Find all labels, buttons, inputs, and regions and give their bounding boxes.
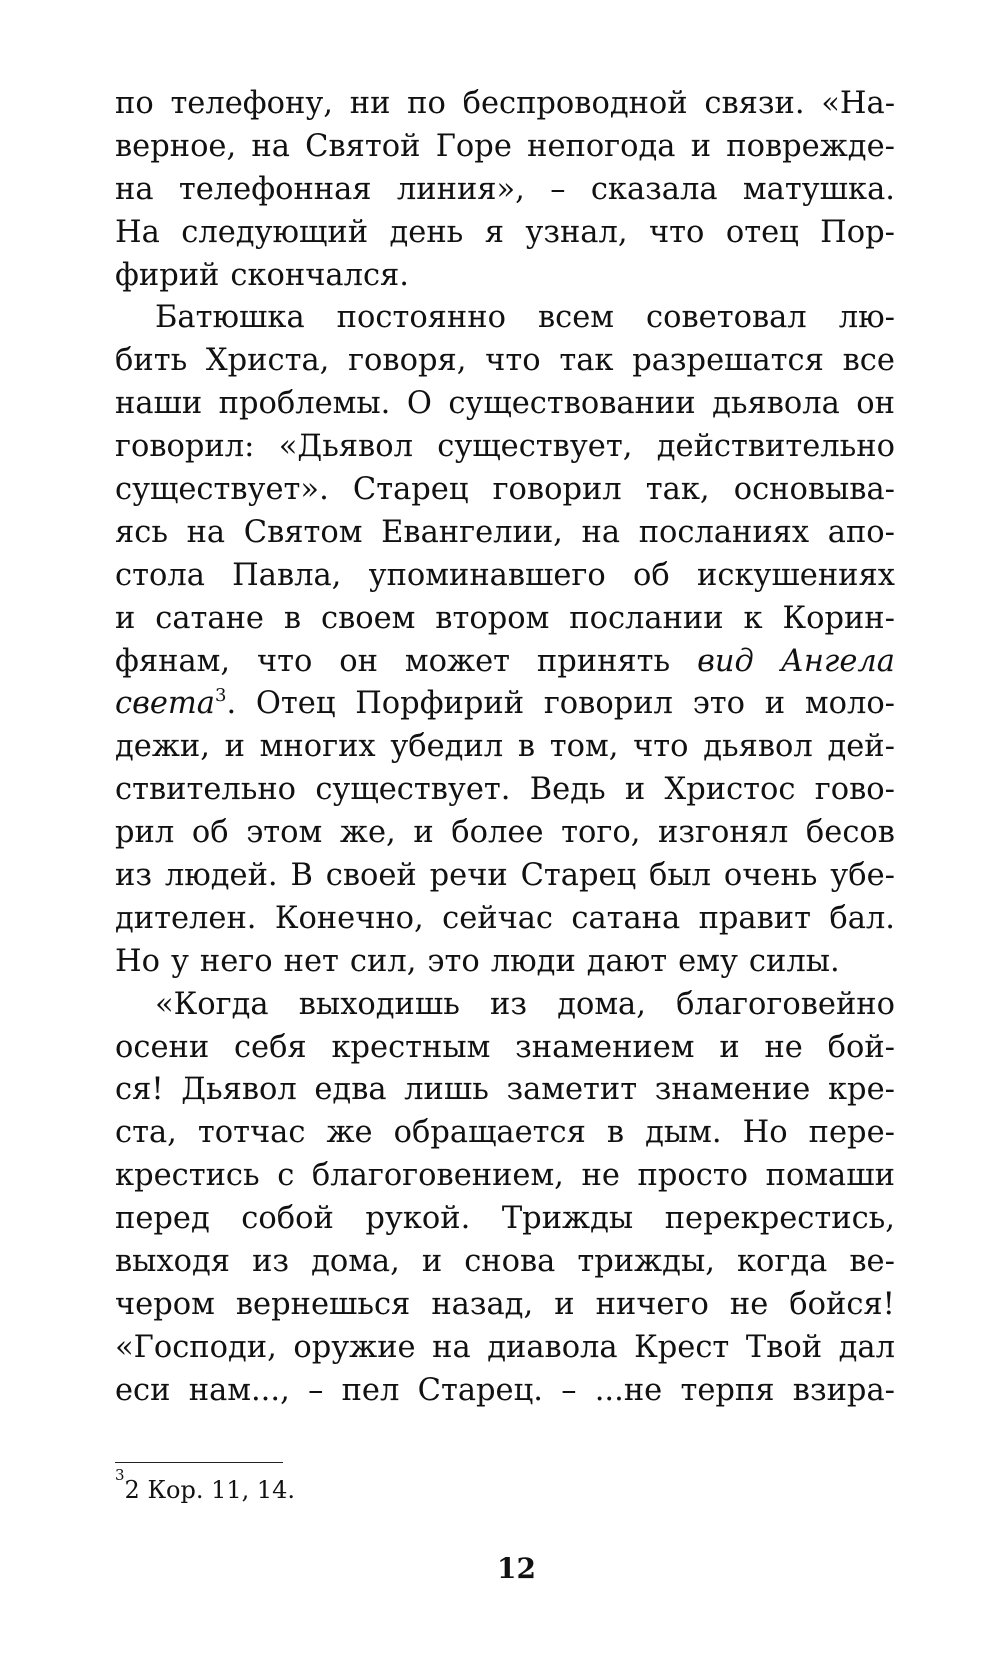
word: бой- xyxy=(827,1029,895,1065)
word: основыва- xyxy=(733,472,895,508)
word: Старец. xyxy=(417,1372,543,1408)
word: так xyxy=(559,343,614,379)
word: беспроводной xyxy=(462,86,688,121)
word: сил, xyxy=(349,943,417,979)
text-line xyxy=(115,769,895,812)
word: дают xyxy=(586,943,668,979)
text-line xyxy=(115,726,895,769)
word: сейчас xyxy=(442,900,553,936)
word: в xyxy=(283,600,302,636)
text-line xyxy=(115,1027,895,1070)
text-line xyxy=(115,683,895,726)
text-line xyxy=(115,83,895,126)
word: с xyxy=(277,1158,295,1194)
word: В xyxy=(290,858,313,894)
word: Отец xyxy=(255,686,336,722)
word: Пор- xyxy=(820,214,895,250)
word: существовании xyxy=(448,386,696,422)
word: из xyxy=(490,986,527,1022)
word: не xyxy=(581,1158,620,1194)
word: говорил: xyxy=(115,429,255,465)
word: него xyxy=(199,943,273,979)
word: том, xyxy=(549,729,619,765)
word: Но xyxy=(115,943,160,979)
word: ся! xyxy=(115,1072,164,1108)
word: тотчас xyxy=(197,1115,306,1151)
word: и xyxy=(624,772,646,808)
word: отец xyxy=(725,214,799,250)
word: Христа, xyxy=(205,343,330,379)
word: наши xyxy=(115,386,203,422)
word: «На- xyxy=(821,86,895,121)
word: Ведь xyxy=(529,772,606,808)
word: дьявол xyxy=(703,729,813,765)
word: из xyxy=(252,1244,290,1280)
word: все xyxy=(842,343,895,379)
word: нам..., xyxy=(188,1372,290,1408)
word: более xyxy=(451,815,544,851)
word: Горе xyxy=(435,128,512,164)
word: едва xyxy=(314,1072,387,1108)
word: телефону, xyxy=(170,86,333,121)
word: сатана xyxy=(571,900,681,936)
text-line xyxy=(115,169,895,212)
word: лишь xyxy=(404,1072,489,1108)
word: крестным xyxy=(331,1029,491,1065)
word: Евангелии, xyxy=(381,514,563,550)
word: это xyxy=(692,686,746,722)
word: что xyxy=(256,643,313,679)
word: О xyxy=(406,386,432,422)
word: об xyxy=(191,815,229,851)
word: дежи, xyxy=(115,729,210,765)
word: линия», xyxy=(396,171,525,207)
text-line xyxy=(115,1241,895,1284)
word: осени xyxy=(115,1029,210,1065)
word: что xyxy=(633,729,689,765)
text-line xyxy=(115,1112,895,1155)
word: Христос xyxy=(664,772,796,808)
word: Но xyxy=(742,1115,788,1151)
word: и xyxy=(421,1244,443,1280)
word: кре- xyxy=(827,1072,895,1108)
word: сатане xyxy=(155,600,264,636)
word: скончался. xyxy=(230,257,409,293)
word: – xyxy=(550,171,566,207)
word: обращается xyxy=(393,1115,586,1151)
text-line xyxy=(115,598,895,641)
text-line xyxy=(115,426,895,469)
word: ве- xyxy=(849,1244,895,1280)
word: упоминавшего xyxy=(368,557,606,593)
word: трижды, xyxy=(577,1244,715,1280)
word: На xyxy=(115,214,160,250)
word: и xyxy=(413,815,434,851)
word: благоговением, xyxy=(311,1158,564,1194)
text-line xyxy=(115,1069,895,1112)
word: себя xyxy=(233,1029,307,1065)
text-line xyxy=(115,812,895,855)
word: же, xyxy=(339,815,396,851)
text-line xyxy=(115,1284,895,1327)
word: Святом xyxy=(243,514,363,550)
word: проблемы. xyxy=(218,386,391,422)
word: когда xyxy=(736,1244,828,1280)
word: Корин- xyxy=(782,600,895,636)
word: об xyxy=(633,557,670,593)
word: гово- xyxy=(814,772,895,808)
word: к xyxy=(743,600,763,636)
word: на xyxy=(251,128,290,164)
word: ста, xyxy=(115,1115,177,1151)
word: Крест xyxy=(634,1329,730,1365)
word: Дьявол xyxy=(181,1072,297,1108)
word: своем xyxy=(320,600,416,636)
word: непогода xyxy=(527,128,676,164)
text-line xyxy=(115,984,895,1027)
word: оружие xyxy=(293,1329,416,1365)
word: по xyxy=(407,86,446,121)
word: бить xyxy=(115,343,188,379)
word: «Дьявол xyxy=(278,429,413,465)
word: день xyxy=(389,214,464,250)
word: Старец xyxy=(352,472,469,508)
word: следующий xyxy=(181,214,369,250)
word: послании xyxy=(569,600,724,636)
italic-word: вид xyxy=(697,643,754,679)
punctuation: . xyxy=(226,686,237,722)
text-line xyxy=(115,941,895,984)
text-line xyxy=(115,126,895,169)
word: я xyxy=(484,214,504,250)
word: дей- xyxy=(827,729,895,765)
word: этом xyxy=(246,815,323,851)
word: своей xyxy=(325,858,417,894)
word: люди xyxy=(490,943,576,979)
word: выходишь xyxy=(298,986,460,1022)
italic-word: Ангела xyxy=(780,643,895,679)
word: людей. xyxy=(164,858,278,894)
word: на xyxy=(115,171,154,207)
word: благоговейно xyxy=(676,986,895,1022)
word: ни xyxy=(349,86,391,121)
text-line xyxy=(115,255,895,298)
word: не xyxy=(764,1029,803,1065)
word: рил xyxy=(115,815,175,851)
word: перед xyxy=(115,1201,210,1237)
word: говорил xyxy=(492,472,622,508)
word: по xyxy=(115,86,154,121)
word: не xyxy=(729,1286,769,1322)
text-line xyxy=(115,641,895,684)
text-line xyxy=(115,555,895,598)
word: на xyxy=(432,1329,471,1365)
word: крестись xyxy=(115,1158,260,1194)
word: на xyxy=(581,514,621,550)
word: был xyxy=(649,858,712,894)
word: говорил xyxy=(543,686,673,722)
text-line xyxy=(115,855,895,898)
word: говоря, xyxy=(348,343,467,379)
word: втором xyxy=(435,600,550,636)
word: выходя xyxy=(115,1244,231,1280)
word: дителен. xyxy=(115,900,257,936)
word: существует, xyxy=(437,429,633,465)
word: дома, xyxy=(311,1244,400,1280)
footnote-text: 2 Кор. 11, 14. xyxy=(124,1476,296,1504)
word: существует». xyxy=(115,472,329,508)
word: Павла, xyxy=(232,557,342,593)
word: дал xyxy=(838,1329,895,1365)
word: бесов xyxy=(805,815,895,851)
word: перекрестись, xyxy=(664,1201,895,1237)
word: так, xyxy=(645,472,710,508)
word: вернешься xyxy=(235,1286,411,1322)
word: ...не xyxy=(594,1372,663,1408)
word: же xyxy=(326,1115,373,1151)
text-line xyxy=(115,1370,895,1413)
word: бал. xyxy=(829,900,895,936)
footnote xyxy=(115,1466,296,1505)
word: и xyxy=(764,686,786,722)
word: убедил xyxy=(390,729,504,765)
word: изгонял xyxy=(658,815,789,851)
word: сказала xyxy=(590,171,718,207)
word: действительно xyxy=(656,429,895,465)
word-with-footnote-ref xyxy=(115,683,236,726)
word: – xyxy=(308,1372,324,1408)
word: апо- xyxy=(827,514,895,550)
word: и xyxy=(224,729,245,765)
footnote-separator xyxy=(115,1462,283,1463)
text-line xyxy=(115,1327,895,1370)
word: может xyxy=(404,643,510,679)
body-text xyxy=(115,83,895,1413)
word: узнал, xyxy=(525,214,628,250)
word: Старец xyxy=(520,858,637,894)
word: постоянно xyxy=(336,300,506,336)
word: пел xyxy=(341,1372,400,1408)
word: дым. xyxy=(645,1115,722,1151)
word: в xyxy=(606,1115,625,1151)
word: убе- xyxy=(830,858,895,894)
word: из xyxy=(115,858,152,894)
word: ствительно xyxy=(115,772,297,808)
word: верное, xyxy=(115,128,237,164)
word: дьявола xyxy=(712,386,840,422)
word: и xyxy=(554,1286,575,1322)
word: Конечно, xyxy=(274,900,424,936)
word: фянам, xyxy=(115,643,231,679)
word: того, xyxy=(561,815,641,851)
word: бойся! xyxy=(789,1286,895,1322)
word: дома, xyxy=(557,986,646,1022)
word: он xyxy=(339,643,378,679)
word: телефонная xyxy=(178,171,372,207)
text-line xyxy=(115,1155,895,1198)
word: знамение xyxy=(654,1072,811,1108)
word: фирий xyxy=(115,257,220,293)
word: что xyxy=(648,214,705,250)
word: нет xyxy=(283,943,339,979)
word: это xyxy=(427,943,480,979)
word: помаши xyxy=(765,1158,895,1194)
word: и xyxy=(719,1029,740,1065)
text-line xyxy=(115,469,895,512)
footnote-marker: 3 xyxy=(115,1466,125,1484)
word: знамением xyxy=(515,1029,695,1065)
word: Трижды xyxy=(501,1201,634,1237)
text-line xyxy=(115,383,895,426)
word: очень xyxy=(723,858,818,894)
word: он xyxy=(856,386,895,422)
word: посланиях xyxy=(638,514,810,550)
word: просто xyxy=(637,1158,749,1194)
word: на xyxy=(186,514,226,550)
word: заметит xyxy=(506,1072,638,1108)
word: многих xyxy=(259,729,376,765)
text-line xyxy=(115,212,895,255)
word: лю- xyxy=(838,300,895,336)
word: терпя xyxy=(680,1372,775,1408)
text-line xyxy=(115,340,895,383)
word: «Господи, xyxy=(115,1329,277,1365)
word: – xyxy=(561,1372,577,1408)
text-line xyxy=(115,898,895,941)
word: чером xyxy=(115,1286,215,1322)
text-line xyxy=(115,1198,895,1241)
word: Святой xyxy=(305,128,421,164)
word: назад, xyxy=(431,1286,534,1322)
word: поврежде- xyxy=(726,128,895,164)
word: рукой. xyxy=(365,1201,471,1237)
italic-word: света xyxy=(115,686,215,722)
word: еси xyxy=(115,1372,171,1408)
word: в xyxy=(517,729,536,765)
word: моло- xyxy=(804,686,895,722)
word: искушениях xyxy=(697,557,895,593)
word: ясь xyxy=(115,514,168,550)
word: у xyxy=(170,943,189,979)
word: взира- xyxy=(792,1372,895,1408)
word: речи xyxy=(429,858,508,894)
word: снова xyxy=(464,1244,556,1280)
footnote-reference: 3 xyxy=(215,685,227,707)
word: разрешатся xyxy=(632,343,824,379)
word: пере- xyxy=(808,1115,895,1151)
word: советовал xyxy=(646,300,807,336)
word: Твой xyxy=(745,1329,823,1365)
word: ему xyxy=(678,943,738,979)
word: и xyxy=(690,128,712,164)
word: «Когда xyxy=(155,986,269,1022)
page-number: 12 xyxy=(497,1552,536,1585)
word: существует. xyxy=(315,772,511,808)
word: диавола xyxy=(487,1329,618,1365)
word: правит xyxy=(698,900,811,936)
word: силы. xyxy=(748,943,840,979)
word: стола xyxy=(115,557,205,593)
text-line xyxy=(115,512,895,555)
word: собой xyxy=(241,1201,334,1237)
word: Порфирий xyxy=(355,686,525,722)
word: Батюшка xyxy=(155,300,305,336)
word: матушка. xyxy=(742,171,895,207)
word: что xyxy=(485,343,541,379)
word: ничего xyxy=(595,1286,709,1322)
word: и xyxy=(115,600,136,636)
word: принять xyxy=(536,643,671,679)
text-line xyxy=(115,297,895,340)
word: всем xyxy=(537,300,615,336)
word: связи. xyxy=(704,86,805,121)
